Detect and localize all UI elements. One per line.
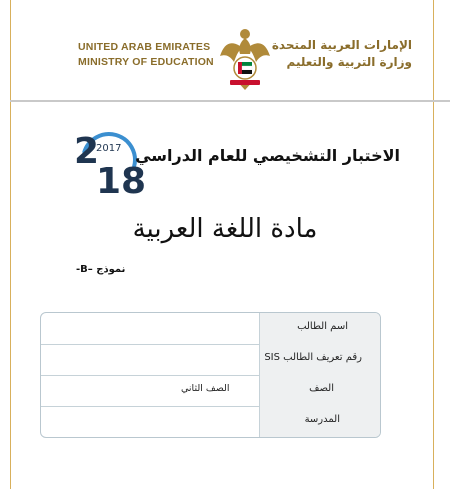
header-divider-extension (434, 100, 450, 102)
year-logo-eighteen: 18 (96, 161, 146, 195)
school-label: المدرسة (304, 414, 340, 425)
student-sis-field[interactable] (41, 344, 259, 375)
school-field[interactable] (41, 406, 259, 437)
grade-value: الصف الثاني (181, 383, 230, 394)
ministry-name-english: UNITED ARAB EMIRATES MINISTRY OF EDUCATION (78, 41, 214, 68)
subject-title: مادة اللغة العربية (132, 214, 318, 244)
student-name-field[interactable] (41, 313, 259, 344)
table-row (41, 344, 380, 376)
student-name-label-cell (259, 313, 380, 344)
header-divider (10, 100, 434, 102)
table-row (41, 375, 380, 407)
table-row (41, 313, 380, 345)
page-frame-right (433, 0, 434, 489)
school-label-cell (259, 406, 380, 437)
year-logo-2017: 2017 (96, 143, 122, 154)
grade-label-cell (259, 375, 380, 406)
student-name-label: اسم الطالب (297, 321, 348, 332)
student-sis-label-cell (259, 344, 380, 375)
student-info-table (40, 312, 381, 438)
grade-field[interactable] (41, 375, 259, 406)
year-logo-two: 2 (74, 131, 100, 172)
student-sis-label: رقم تعريف الطالب SIS (264, 352, 362, 363)
grade-label: الصف (309, 383, 334, 394)
page-frame-left (10, 0, 11, 489)
exam-model-label: نموذج –B- (76, 264, 126, 275)
exam-title: الاختبار التشخيصي للعام الدراسي (135, 146, 400, 165)
uae-emblem-icon (218, 24, 272, 94)
table-row (41, 406, 380, 437)
ministry-name-arabic: الإمارات العربية المتحدة وزارة التربية والتعليم (271, 38, 412, 69)
